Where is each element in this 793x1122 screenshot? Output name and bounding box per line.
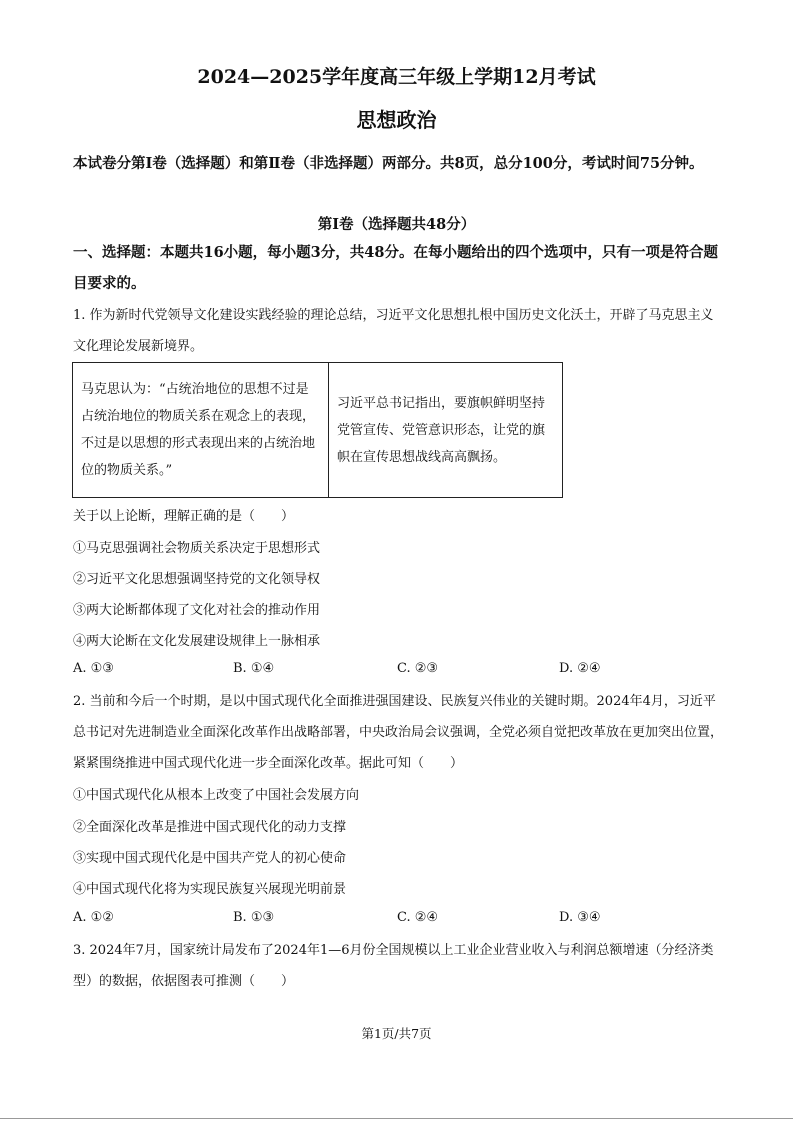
question-3-stem: 3. 2024年7月，国家统计局发布了2024年1—6月份全国规模以上工业企业营业收入与利润总额增速（分经济类型）的数据，依据图表可推测（ ） [73, 943, 714, 989]
option-d: D. ②④ [559, 661, 601, 676]
question-1-ask: 关于以上论断，理解正确的是（ ） [73, 509, 295, 524]
option-a: A. ①② [73, 910, 114, 925]
page-bottom-rule [0, 1118, 793, 1119]
question-1-item-2: ②习近平文化思想强调坚持党的文化领导权 [73, 572, 321, 587]
option-c: C. ②③ [397, 661, 439, 676]
option-b: B. ①③ [233, 910, 275, 925]
exam-instructions: 本试卷分第Ⅰ卷（选择题）和第Ⅱ卷（非选择题）两部分。共8页，总分100分，考试时间75分钟。 [73, 155, 704, 172]
question-2-item-1: ①中国式现代化从根本上改变了中国社会发展方向 [73, 788, 360, 803]
part-one-instructions: 一、选择题：本题共16小题，每小题3分，共48分。在每小题给出的四个选项中，只有一项是符合题目要求的。 [73, 244, 718, 292]
option-d: D. ③④ [559, 910, 601, 925]
question-1-options [73, 661, 725, 679]
question-1-item-4: ④两大论断在文化发展建设规律上一脉相承 [73, 634, 321, 649]
quote-xi: 习近平总书记指出，要旗帜鲜明坚持党管宣传、党管意识形态，让党的旗帜在宣传思想战线高高飘扬。 [329, 363, 563, 498]
quote-marx: 马克思认为：“占统治地位的思想不过是占统治地位的物质关系在观念上的表现，不过是以思想的形式表现出来的占统治地位的物质关系。” [73, 363, 329, 498]
question-2-options [73, 910, 725, 928]
question-2-item-4: ④中国式现代化将为实现民族复兴展现光明前景 [73, 882, 347, 897]
question-1-item-3: ③两大论断都体现了文化对社会的推动作用 [73, 603, 321, 618]
option-c: C. ②④ [397, 910, 439, 925]
section-title: 第Ⅰ卷（选择题共48分） [317, 216, 476, 233]
page-number: 第1页/共7页 [361, 1026, 432, 1041]
question-2-item-2: ②全面深化改革是推进中国式现代化的动力支撑 [73, 820, 347, 835]
exam-title: 2024—2025学年度高三年级上学期12月考试 [197, 66, 596, 88]
question-2-stem: 2. 当前和今后一个时期，是以中国式现代化全面推进强国建设、民族复兴伟业的关键时期。2024年4月，习近平总书记对先进制造业全面深化改革作出战略部署，中央政治局会议强调，全党必须自觉把改革放在更加突出位置，紧紧围绕推进中国式现代化进一步全面深化改革。据此可知（ ） [73, 694, 724, 771]
question-1-quote-table [72, 362, 563, 498]
option-b: B. ①④ [233, 661, 275, 676]
option-a: A. ①③ [73, 661, 114, 676]
question-1-stem: 1. 作为新时代党领导文化建设实践经验的理论总结，习近平文化思想扎根中国历史文化沃土，开辟了马克思主义文化理论发展新境界。 [73, 308, 714, 354]
question-2-item-3: ③实现中国式现代化是中国共产党人的初心使命 [73, 851, 347, 866]
exam-subject: 思想政治 [356, 108, 437, 132]
question-1-item-1: ①马克思强调社会物质关系决定于思想形式 [73, 541, 321, 556]
